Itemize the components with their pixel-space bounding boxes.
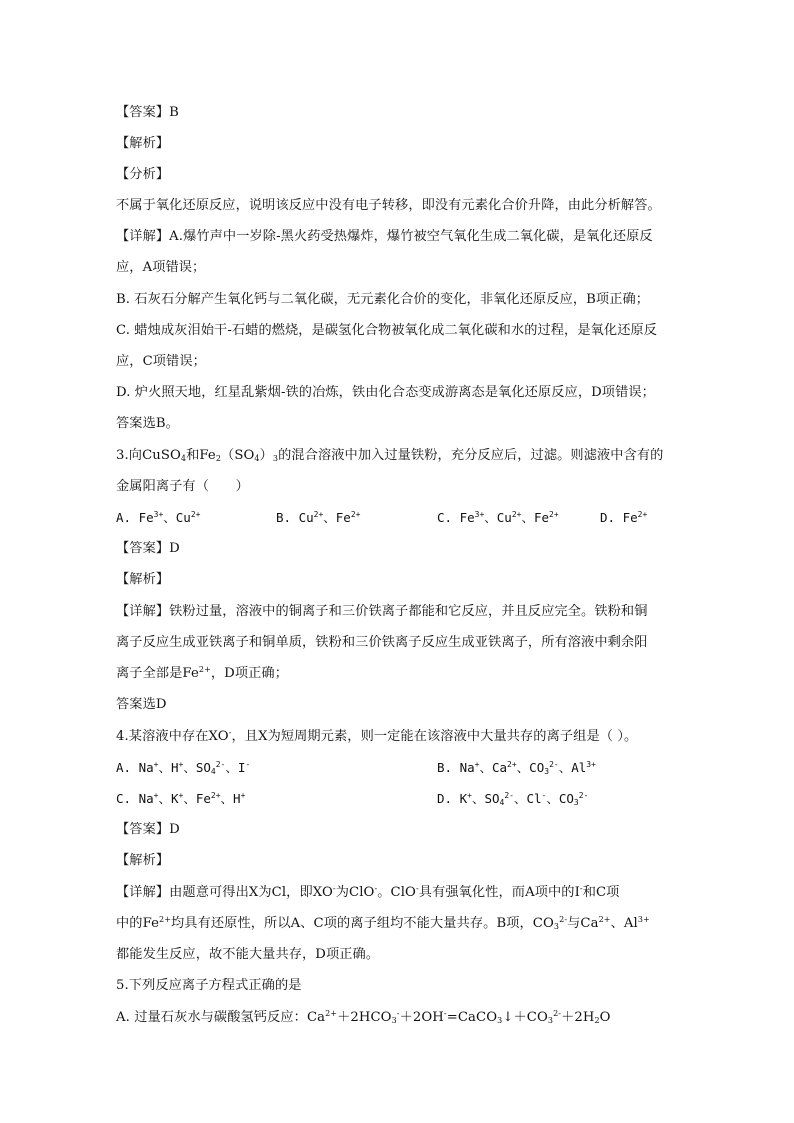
q2-detail-c: 应，C项错误； [116,354,206,369]
q2-detail-d: D. 炉火照天地，红星乱紫烟-铁的冶炼，铁由化合态变成游离态是氧化还原反应，D项错误； [116,385,655,400]
q3-option-a: A. $Fe^{3+}$、$Cu^{2+}$ [116,510,201,525]
q3-detail-line: 离子反应生成亚铁离子和铜单质，铁粉和三价铁离子反应生成亚铁离子，所有溶液中剩余阳 [116,635,648,650]
q2-analysis-heading: 【解析】 [116,136,170,151]
q4-option-b: B. Na+、$Ca^{2+}$、$CO_3^{2-}$、$Al^{3+}$ [437,760,596,776]
q5-option-a: A. 过量石灰水与碳酸氢钙反应：$Ca^{2+}+2HCO_3^-+2OH^-=CaCO_3↓+CO_3^{2-}+2H_2O$ [116,1009,611,1025]
q4-option-a: A. Na+、H+、$SO_4^{2-}$、I- [116,760,251,776]
q3-answer: 【答案】D [116,541,180,556]
q4-stem: 4.某溶液中存在XO-，且X为短周期元素，则一定能在该溶液中大量共存的离子组是（ ）。 [116,728,638,744]
q3-analysis-heading: 【解析】 [116,572,170,587]
q4-option-c: C. Na+、K+、$Fe^{2+}$、H+ [116,791,246,806]
q3-option-d: D. $Fe^{2+}$ [600,510,648,525]
q3-conclusion: 答案选D [116,697,167,712]
q4-analysis-heading: 【解析】 [116,853,170,868]
q2-answer: 【答案】B [116,105,179,120]
q2-detail-line: 【详解】A.爆竹声中一岁除-黑火药受热爆炸，爆竹被空气氧化生成二氧化碳，是氧化还原反 [116,229,653,244]
q3-stem: 金属阳离子有（ ） [116,479,249,494]
q3-option-b: B. $Cu^{2+}$、$Fe^{2+}$ [276,510,361,525]
q2-detail-c: C. 蜡烛成灰泪始干-石蜡的燃烧，是碳氢化合物被氧化成二氧化碳和水的过程，是氧化还原反 [116,323,658,338]
q3-stem: 3.向CuSO$_4$和$Fe_2(SO_4)_3$的混合溶液中加入过量铁粉，充分反应后，过滤。则滤液中含有的 [116,448,664,463]
q2-fenxi-text: 不属于氧化还原反应，说明该反应中没有电子转移，即没有元素化合价升降，由此分析解答。 [116,198,661,213]
q2-conclusion: 答案选B。 [116,416,179,431]
q3-option-c: C. $Fe^{3+}$、$Cu^{2+}$、$Fe^{2+}$ [437,510,559,525]
q4-detail-line: 中的$Fe^{2+}$均具有还原性，所以A、C项的离子组均不能大量共存。B项，$CO_3^{2-}$与$Ca^{2+}$、$Al^{3+}$ [116,915,650,931]
q4-option-d: D. K+、$SO_4^{2-}$、Cl-、$CO_3^{2-}$ [437,791,589,807]
q3-detail-line: 【详解】铁粉过量，溶液中的铜离子和三价铁离子都能和它反应，并且反应完全。铁粉和铜 [116,604,648,619]
q4-answer: 【答案】D [116,822,180,837]
q2-detail-line: 应，A项错误； [116,260,206,275]
q4-detail-line: 【详解】由题意可得出X为Cl，即XO-为ClO-。ClO-具有强氧化性，而A项中的I-和C项 [116,884,620,900]
q4-detail-line: 都能发生反应，故不能大量共存，D项正确。 [116,947,380,962]
q2-fenxi-heading: 【分析】 [116,167,170,182]
q3-detail-line: 离子全部是$Fe^{2+}$，D项正确； [116,665,288,681]
q5-stem: 5.下列反应离子方程式正确的是 [116,978,302,993]
q2-detail-b: B. 石灰石分解产生氧化钙与二氧化碳，无元素化合价的变化，非氧化还原反应，B项正确； [116,292,650,307]
